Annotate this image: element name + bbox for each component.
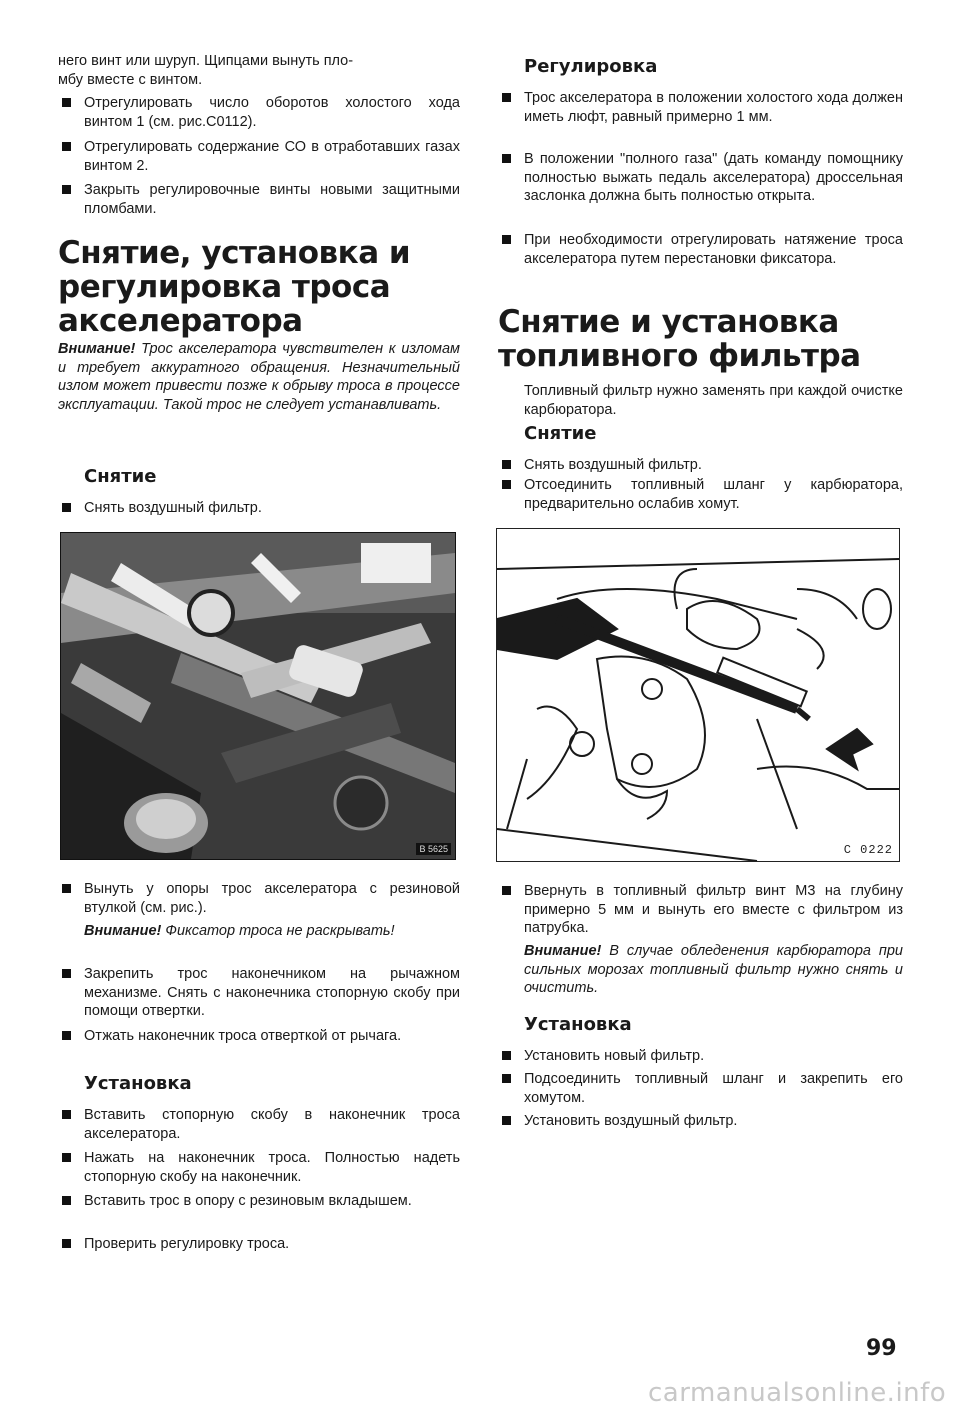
bullet-square-icon — [62, 98, 71, 107]
bullet-square-icon — [62, 969, 71, 978]
attention-label: Внимание! — [524, 943, 602, 959]
list-item: Вынуть у опоры трос акселератора с резиновой втулкой (см. рис.). — [58, 880, 460, 917]
list-item: Трос акселератора в положении холостого хода должен иметь люфт, равный примерно 1 мм. — [498, 89, 903, 126]
bullet-square-icon — [502, 93, 511, 102]
bullet-square-icon — [502, 235, 511, 244]
fuel-filter-intro: Топливный фильтр нужно заменять при каждой очистке карбюратора. — [524, 383, 903, 418]
subheading-removal: Снятие — [524, 423, 597, 444]
subheading-installation: Установка — [524, 1014, 632, 1035]
bullet-square-icon — [62, 1031, 71, 1040]
list-item: Закрепить трос наконечником на рычажном механизме. Снять с наконечника стопорную скобу при помощи отвертки. — [58, 965, 460, 1021]
bullet-square-icon — [502, 480, 511, 489]
watermark: carmanualsonline.info — [648, 1378, 947, 1408]
bullet-square-icon — [62, 1153, 71, 1162]
section-heading-fuel-filter: Снятие и установка топливного фильтра — [498, 304, 861, 374]
list-item: Нажать на наконечник троса. Полностью надеть стопорную скобу на наконечник. — [58, 1149, 460, 1186]
list-item: Отжать наконечник троса отверткой от рычага. — [58, 1027, 460, 1046]
list-item: Отрегулировать число оборотов холостого хода винтом 1 (см. рис.С0112). — [58, 94, 460, 131]
list-item: При необходимости отрегулировать натяжение троса акселератора путем перестановки фиксатора. — [498, 231, 903, 268]
photo-label: B 5625 — [416, 843, 451, 855]
fuel-filter-diagram-image — [497, 529, 899, 861]
figure-label: С 0222 — [843, 843, 893, 857]
bullet-square-icon — [62, 142, 71, 151]
list-item: Установить новый фильтр. — [498, 1047, 903, 1066]
attention-label: Внимание! — [58, 341, 136, 357]
attention-text: Трос акселератора чувствителен к изломам и требует аккуратного обращения. Незначительный излом может привести позже к обрыву троса в процессе эксплуатации. Такой трос не следует устанавливать. — [58, 341, 460, 413]
bullet-square-icon — [62, 884, 71, 893]
attention-note — [58, 340, 460, 414]
list-item: Вставить трос в опору с резиновым вкладышем. — [58, 1192, 460, 1211]
attention-text: В случае обледенения карбюратора при сильных морозах топливный фильтр нужно снять и очистить. — [524, 943, 903, 996]
list-item: Закрыть регулировочные винты новыми защитными пломбами. — [58, 181, 460, 218]
list-item: Проверить регулировку троса. — [58, 1235, 460, 1254]
list-item: Снять воздушный фильтр. — [58, 499, 460, 518]
intro-line-1: него винт или шуруп. Щипцами вынуть пло- — [58, 53, 354, 69]
list-item: Вставить стопорную скобу в наконечник троса акселератора. — [58, 1106, 460, 1143]
section-heading-accelerator: Снятие, установка и регулировка троса акселератора — [58, 235, 411, 339]
bullet-square-icon — [502, 460, 511, 469]
bullet-square-icon — [62, 1239, 71, 1248]
subheading-removal: Снятие — [84, 466, 157, 487]
list-item: Установить воздушный фильтр. — [498, 1112, 903, 1131]
bullet-square-icon — [502, 1051, 511, 1060]
bullet-square-icon — [62, 1196, 71, 1205]
list-item: В положении "полного газа" (дать команду помощнику полностью выжать педаль акселератора) дроссельная заслонка должна быть полностью открыта. — [498, 150, 903, 206]
bullet-square-icon — [62, 503, 71, 512]
attention-text: Фиксатор троса не раскрывать! — [165, 923, 395, 939]
subheading-adjustment: Регулировка — [524, 56, 658, 77]
bullet-square-icon — [502, 886, 511, 895]
bullet-square-icon — [62, 1110, 71, 1119]
engine-photo — [60, 532, 456, 860]
bullet-square-icon — [502, 1074, 511, 1083]
fuel-filter-diagram — [496, 528, 900, 862]
list-item: Отрегулировать содержание СО в отработавших газах винтом 2. — [58, 138, 460, 175]
subheading-installation: Установка — [84, 1073, 192, 1094]
intro-line-2: мбу вместе с винтом. — [58, 72, 203, 88]
page-number: 99 — [866, 1336, 897, 1361]
attention-note-2 — [58, 922, 460, 941]
engine-photo-image — [61, 533, 455, 859]
attention-note-3 — [498, 942, 903, 998]
list-item: Снять воздушный фильтр. — [498, 456, 903, 475]
list-item: Подсоединить топливный шланг и закрепить его хомутом. — [498, 1070, 903, 1107]
bullet-square-icon — [502, 1116, 511, 1125]
list-item: Ввернуть в топливный фильтр винт М3 на глубину примерно 5 мм и вынуть его вместе с фильтром из патрубка. — [498, 882, 903, 938]
list-item: Отсоединить топливный шланг у карбюратора, предварительно ослабив хомут. — [498, 476, 903, 513]
bullet-square-icon — [62, 185, 71, 194]
attention-label: Внимание! — [84, 923, 162, 939]
bullet-square-icon — [502, 154, 511, 163]
